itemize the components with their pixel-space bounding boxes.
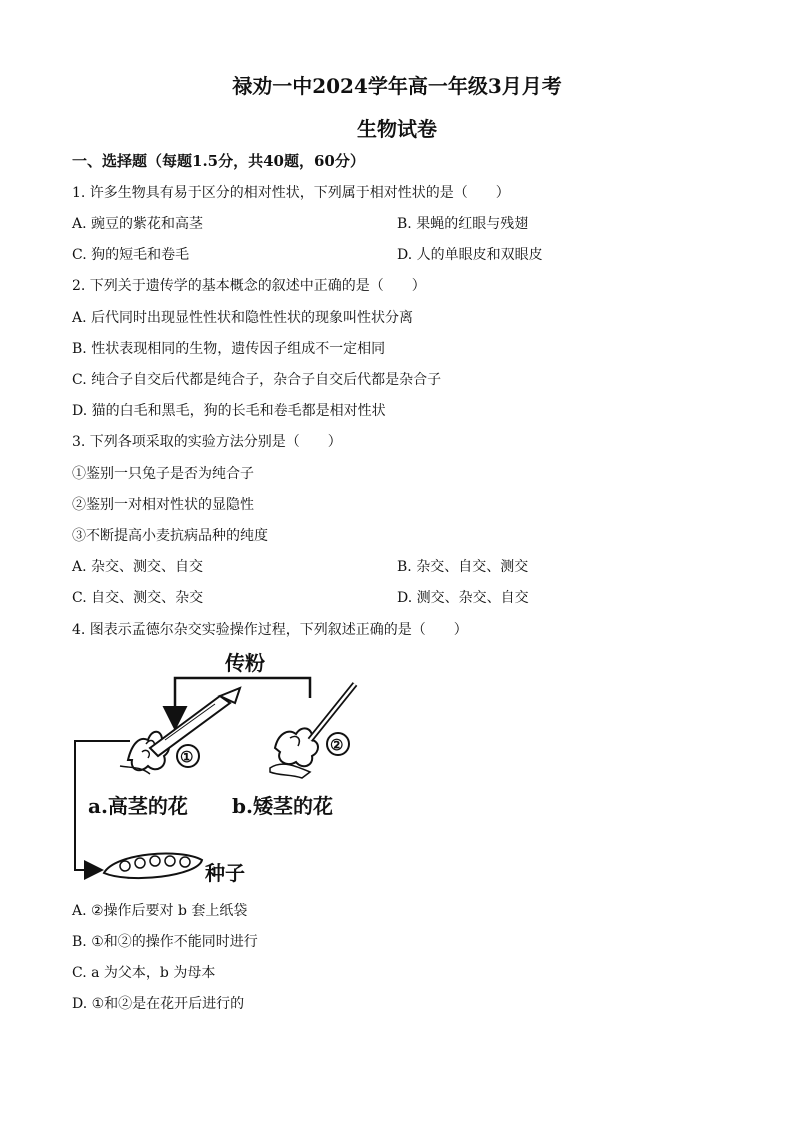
exam-subtitle: 生物试卷 [357,117,437,141]
flower-b-label: b.矮茎的花 [232,794,333,818]
operation-2-mark: ② [330,736,344,754]
brush-icon [310,684,355,740]
seed-label: 种子 [205,861,245,885]
q3-option-b: B. 杂交、自交、测交 [397,559,529,575]
q1-option-a: A. 豌豆的紫花和高茎 [72,216,204,232]
exam-title: 禄劝一中2024学年高一年级3月月考 [232,74,562,98]
q4-option-b: B. ①和②的操作不能同时进行 [72,934,258,950]
q2-option-b: B. 性状表现相同的生物，遗传因子组成不一定相同 [72,341,386,357]
q2-option-a: A. 后代同时出现显性性状和隐性性状的现象叫性状分离 [72,310,414,326]
section-heading: 一、选择题（每题1.5分，共40题，60分） [72,152,365,170]
q2-option-c: C. 纯合子自交后代都是纯合子，杂合子自交后代都是杂合子 [72,372,442,388]
q2-stem: 2. 下列关于遗传学的基本概念的叙述中正确的是（ ） [72,278,426,294]
mendel-cross-figure [70,648,370,893]
q3-item-3: ③不断提高小麦抗病品种的纯度 [72,528,268,544]
flower-a-label: a.高茎的花 [88,794,188,818]
operation-1-mark: ① [180,748,194,766]
q1-option-d: D. 人的单眼皮和双眼皮 [397,247,543,263]
q3-item-1: ①鉴别一只兔子是否为纯合子 [72,466,254,482]
q1-option-c: C. 狗的短毛和卷毛 [72,247,190,263]
q3-stem: 3. 下列各项采取的实验方法分别是（ ） [72,434,342,450]
q1-stem: 1. 许多生物具有易于区分的相对性状，下列属于相对性状的是（ ） [72,185,510,201]
q4-option-d: D. ①和②是在花开后进行的 [72,996,245,1012]
q3-option-a: A. 杂交、测交、自交 [72,559,204,575]
seed-pod-icon [104,854,202,879]
q4-option-a: A. ②操作后要对 b 套上纸袋 [72,903,248,919]
forceps-icon [150,688,240,756]
pollination-label: 传粉 [225,651,265,675]
q1-option-b: B. 果蝇的红眼与残翅 [397,216,529,232]
q2-option-d: D. 猫的白毛和黑毛，狗的长毛和卷毛都是相对性状 [72,403,386,419]
q4-stem: 4. 图表示孟德尔杂交实验操作过程，下列叙述正确的是（ ） [72,622,468,638]
q3-item-2: ②鉴别一对相对性状的显隐性 [72,497,254,513]
q4-option-c: C. a 为父本，b 为母本 [72,965,216,981]
q3-option-d: D. 测交、杂交、自交 [397,590,529,606]
q3-option-c: C. 自交、测交、杂交 [72,590,204,606]
